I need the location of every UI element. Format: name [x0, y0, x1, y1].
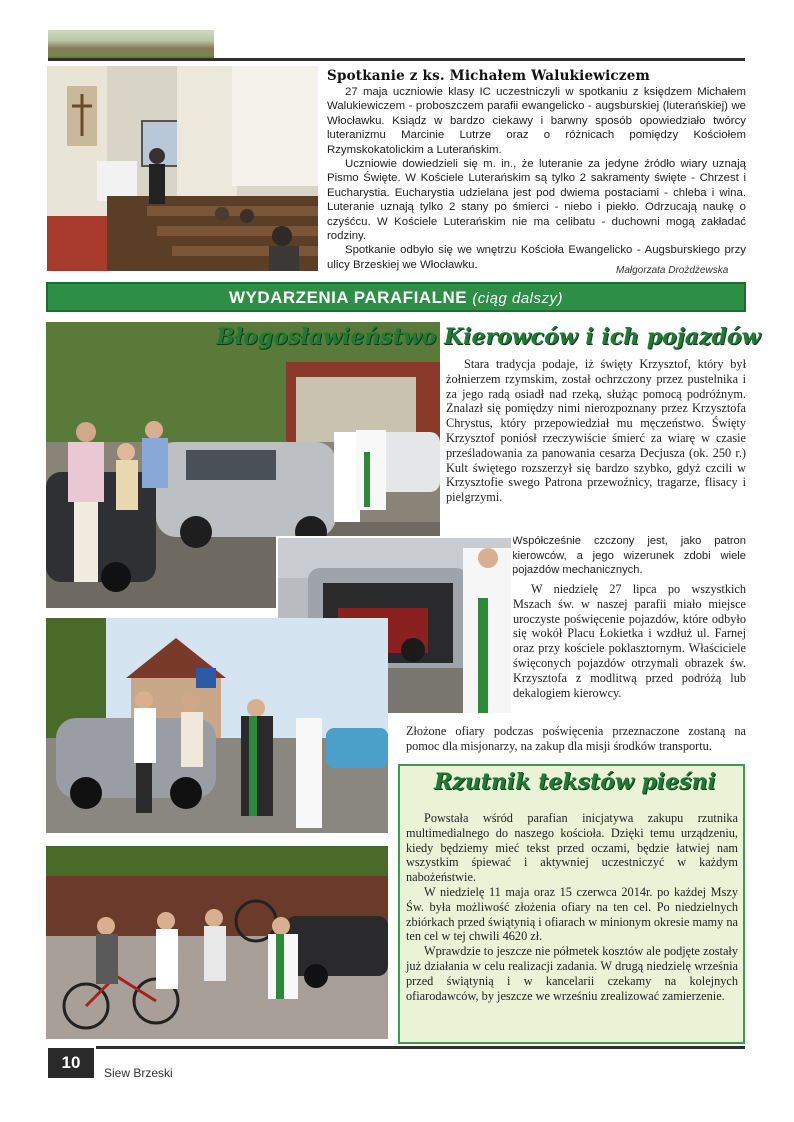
parking-blessing-photo	[46, 618, 388, 833]
article3-paragraph: Powstała wśród parafian inicjatywa zakupu rzutnika multimedialnego do naszego kościoła. Dzięki temu urządzeniu, kiedy będziemy mieć tekst przed oczami, będzie łatwiej nam wszystkim śpiewać i aktywniej uczestniczyć w każdym nabożeństwie.	[406, 811, 738, 885]
article2-paragraph: W niedzielę 27 lipca po wszystkich Mszach św. w naszej parafii miało miejsce uroczyste poświęcenie pojazdów, które odbyło się wokół Placu Łokietka i wzdłuż ul. Farnej oraz przy kościele poklasztornym. Właściciele święconych pojazdów otrzymali obrazek św. Krzysztofa z modlitwą przed podróżą lub dekalogiem kierowcy.	[513, 582, 746, 700]
header-town-image	[48, 30, 214, 58]
article1-body	[327, 85, 746, 272]
header-divider	[48, 58, 745, 61]
church-interior-photo	[47, 66, 318, 271]
article1-title: Spotkanie z ks. Michałem Walukiewiczem	[327, 68, 650, 84]
footer-divider	[96, 1046, 745, 1049]
article2-paragraph: Stara tradycja podaje, iż święty Krzysztof, który był żołnierzem rzymskim, został ochrzczony przez pustelnika i za jego radą osiadł nad rzeką, służąc pomocą podróżnym. Znalazł się pomiędzy nimi nierozpoznany przez Krzysztofa Chrystus, który przepowiedział mu męczeństwo. Święty Krzysztof poniósł rzeczywiście śmierć za wiarę w czasie prześladowania za panowania cesarza Decjusza (ok. 250 r.) Kult świętego rozszerzył się bardzo szybko, gdyż czcili w Krzysztofie swego Patrona przewoźnicy, tragarze, flisacy i pielgrzymi.	[446, 357, 746, 505]
article3-body	[406, 811, 738, 1003]
article2-paragraph: Współcześnie czczony jest, jako patron kierowców, a jego wizerunek zdobi wiele pojazdów mechanicznych.	[512, 535, 746, 576]
article1-paragraph: 27 maja uczniowie klasy IC uczestniczyli w spotkaniu z księdzem Michałem Walukiewiczem - proboszczem parafii ewangelicko - augsburskiej (luterańskiej) we Włocławku. Ksiądz w bardzo ciekawy i barwny sposób opowiedziało twórcy luteranizmu Marcinie Lutrze oraz o różnicach pomiędzy Kościołem Rzymskokatolickim a Luterańskim.	[327, 86, 746, 156]
bikes-blessing-photo	[46, 846, 388, 1039]
article3-title: Rzutnik tekstów pieśni	[434, 769, 716, 795]
journal-name: Siew Brzeski	[104, 1066, 173, 1080]
article3-paragraph: W niedzielę 11 maja oraz 15 czerwca 2014r. po każdej Mszy Św. była możliwość złożenia ofiary na ten cel. Po niedzielnych zbiórkach przed świątynią i ofiarach w minionym okresie mamy na ten cel w tej chwili 4620 zł.	[406, 884, 738, 944]
article2-paragraph2b	[406, 724, 746, 754]
article1-author: Małgorzata Drożdżewska	[616, 265, 729, 276]
article1-paragraph: Uczniowie dowiedzieli się m. in., że luteranie za jedyne źródło wiary uznają Pismo Święte. W Kościele Luterańskim są tylko 2 sakramenty święte - Chrzest i Eucharystia. Eucharystia udzielana jest pod dwiema postaciami - chleba i wina. Luteranie uznają tylko 2 stany po śmierci - niebo i piekło. Odrzucają naukę o czyśćcu. W Kościele Luterańskim nie ma celibatu - duchowni mogą zakładać rodziny.	[327, 158, 746, 243]
article2-paragraph2	[513, 582, 746, 700]
page-number: 10	[48, 1048, 94, 1078]
article2-paragraph: Złożone ofiary podczas poświęcenia przeznaczone zostaną na pomoc dla misjonarzy, na zakup dla misji środków transportu.	[406, 724, 746, 753]
article2-paragraph1b	[512, 534, 746, 578]
banner-subtitle: (ciąg dalszy)	[472, 290, 564, 307]
article3-paragraph: Wprawdzie to jeszcze nie półmetek kosztów ale podjęte zostały już działania w celu realizacji zadania. W drugą niedzielę września przed świątynią i w kancelarii czekamy na kolejnych ofiarodawców, by jeszcze we wrześniu zrealizować zamierzenie.	[406, 944, 738, 1003]
banner-title: WYDARZENIA PARAFIALNE	[228, 288, 468, 307]
article2-paragraph1	[446, 357, 746, 505]
section-banner	[46, 282, 746, 312]
article2-title: Błogosławieństwo Kierowców i ich pojazdów	[216, 324, 761, 350]
article1-paragraph: Spotkanie odbyło się we wnętrzu Kościoła Ewangelicko - Augsburskiego przy ulicy Brzeskiej we Włocławku.	[327, 244, 746, 271]
